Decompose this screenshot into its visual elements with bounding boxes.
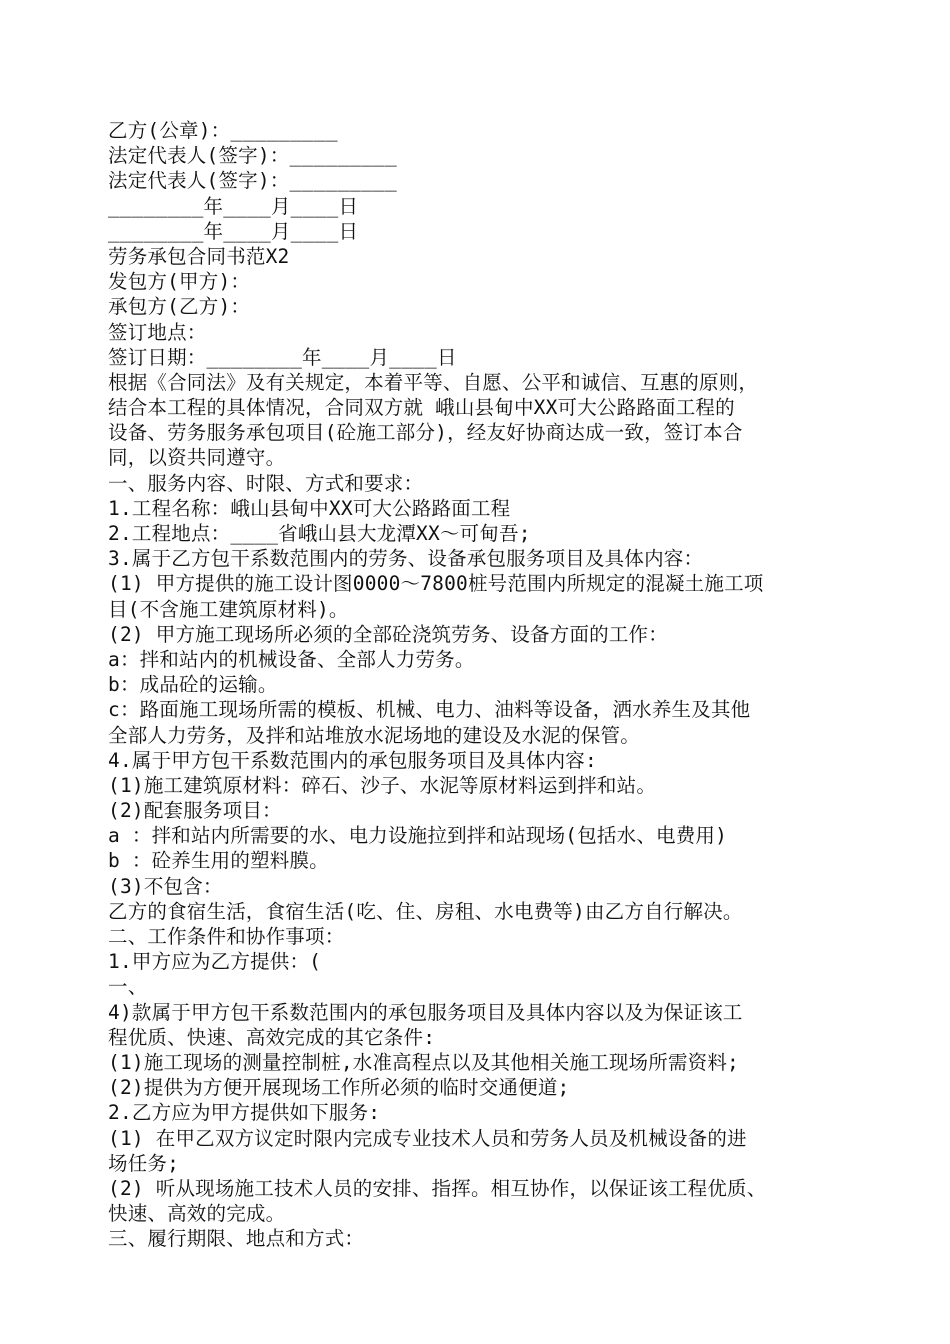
date-line-2: ________年____月____日 [108, 219, 359, 243]
section-2-clause-2-item-1-line-1: (1) 在甲乙双方议定时限内完成专业技术人员和劳务人员及机械设备的进 [108, 1126, 747, 1150]
clause-3-item-c-line-2: 全部人力劳务，及拌和站堆放水泥场地的建设及水泥的保管。 [108, 723, 640, 747]
project-name-line: 1.工程名称：峨山县甸中XX可大公路路面工程 [108, 496, 511, 520]
party-b-seal-line: 乙方(公章)：_________ [108, 119, 338, 142]
clause-4-item-3-detail: 乙方的食宿生活，食宿生活(吃、住、房租、水电费等)由乙方自行解决。 [108, 899, 743, 923]
signing-date-line: 签订日期：________年____月____日 [108, 345, 457, 369]
signing-place-line: 签订地点： [108, 320, 207, 344]
clause-4-item-1: (1)施工建筑原材料：碎石、沙子、水泥等原材料运到拌和站。 [108, 773, 657, 797]
document-title: 劳务承包合同书范X2 [108, 244, 290, 268]
section-2-clause-1-item-1: (1)施工现场的测量控制桩,水准高程点以及其他相关施工现场所需资料; [108, 1050, 740, 1074]
clause-3-item-c-line-1: c：路面施工现场所需的模板、机械、电力、油料等设备，洒水养生及其他 [108, 698, 751, 722]
clause-3-item-b: b：成品砼的运输。 [108, 673, 278, 697]
section-2-clause-1: 1.甲方应为乙方提供：( [108, 950, 322, 974]
section-2-clause-2-item-2-line-1: (2) 听从现场施工技术人员的安排、指挥。相互协作，以保证该工程优质、 [108, 1176, 767, 1200]
contractor-party-line: 承包方(乙方)： [108, 295, 251, 319]
clause-3-heading: 3.属于乙方包干系数范围内的劳务、设备承包服务项目及具体内容： [108, 547, 704, 571]
preamble-line-4: 同，以资共同遵守。 [108, 446, 286, 470]
project-location-line: 2.工程地点：____省峨山县大龙潭XX～可甸吾; [108, 522, 531, 545]
preamble-line-3: 设备、劳务服务承包项目(砼施工部分)，经友好协商达成一致，签订本合 [108, 421, 743, 445]
section-2-clause-2-item-2-line-2: 快速、高效的完成。 [108, 1202, 286, 1226]
section-1-heading: 一、服务内容、时限、方式和要求： [108, 471, 424, 495]
legal-rep-signature-line-2: 法定代表人(签字)：_________ [108, 169, 397, 193]
clause-3-item-1-line-1: (1) 甲方提供的施工设计图0000～7800桩号范围内所规定的混凝土施工项 [108, 572, 764, 596]
preamble-line-1: 根据《合同法》及有关规定，本着平等、自愿、公平和诚信、互惠的原则， [108, 370, 759, 394]
clause-4-item-a: a ：拌和站内所需要的水、电力设施拉到拌和站现场(包括水、电费用) [108, 824, 728, 848]
clause-4-item-3: (3)不包含： [108, 874, 223, 898]
section-3-heading: 三、履行期限、地点和方式： [108, 1227, 365, 1251]
section-2-clause-1-cont: 一、 [108, 975, 148, 999]
section-2-clause-1-text-line-2: 程优质、快速、高效完成的其它条件: [108, 1025, 436, 1049]
section-2-clause-1-item-2: (2)提供为方便开展现场工作所必须的临时交通便道; [108, 1076, 570, 1100]
preamble-line-2: 结合本工程的具体情况，合同双方就 峨山县甸中XX可大公路路面工程的 [108, 396, 735, 420]
clause-3-item-a: a：拌和站内的机械设备、全部人力劳务。 [108, 647, 475, 671]
date-line-1: ________年____月____日 [108, 194, 359, 218]
section-2-clause-2: 2.乙方应为甲方提供如下服务: [108, 1101, 381, 1125]
clause-3-item-1-line-2: 目(不含施工建筑原材料)。 [108, 597, 349, 621]
section-2-clause-1-text-line-1: 4)款属于甲方包干系数范围内的承包服务项目及具体内容以及为保证该工 [108, 1000, 743, 1024]
clause-4-item-2: (2)配套服务项目： [108, 799, 282, 823]
clause-3-item-2: (2) 甲方施工现场所必须的全部砼浇筑劳务、设备方面的工作： [108, 622, 668, 646]
employer-party-line: 发包方(甲方)： [108, 270, 251, 294]
clause-4-item-b: b ：砼养生用的塑料膜。 [108, 849, 329, 873]
section-2-clause-2-item-1-line-2: 场任务; [108, 1151, 180, 1175]
section-2-heading: 二、工作条件和协作事项： [108, 925, 345, 948]
legal-rep-signature-line-1: 法定代表人(签字)：_________ [108, 144, 397, 168]
document-body [108, 118, 868, 1251]
clause-4-heading: 4.属于甲方包干系数范围内的承包服务项目及具体内容: [108, 748, 597, 772]
